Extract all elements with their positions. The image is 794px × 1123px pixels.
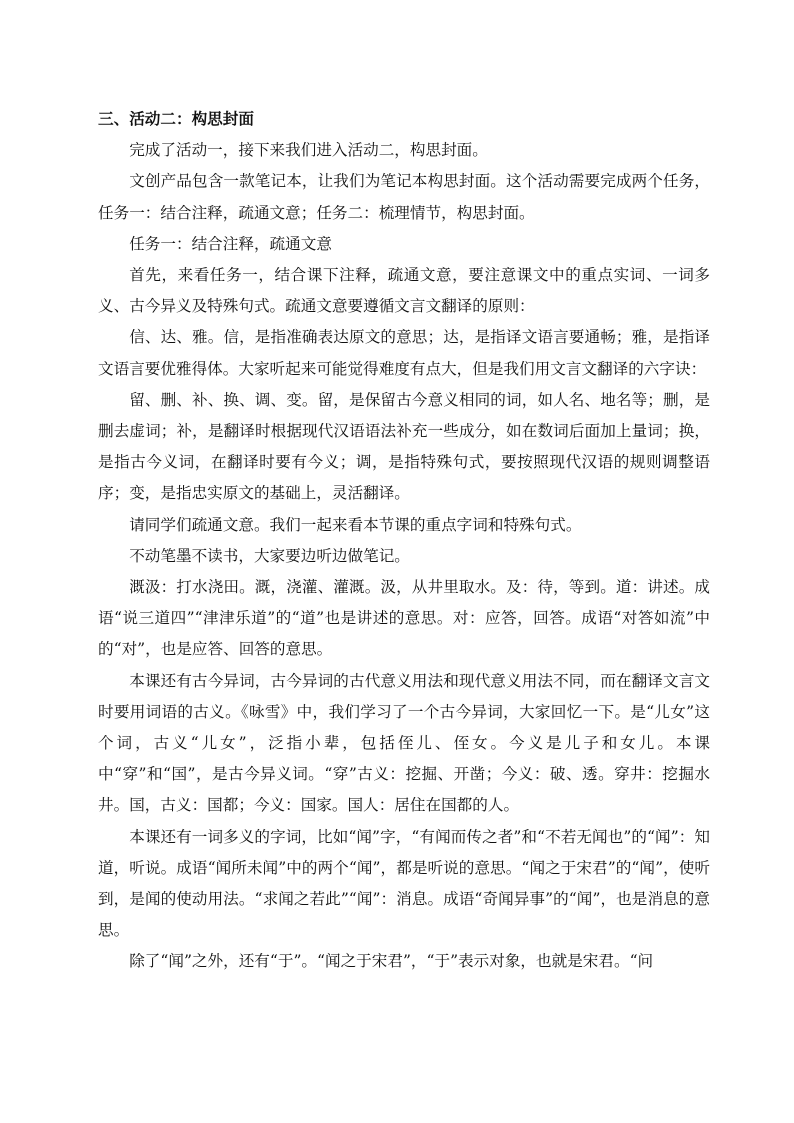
paragraph: 除了“闻”之外，还有“于”。“闻之于宋君”，“于”表示对象，也就是宋君。“问 xyxy=(129,952,654,971)
paragraph: 文创产品包含一款笔记本，让我们为笔记本构思封面。这个活动需要完成两个任务，任务一：结合注释，疏通文意；任务二：梳理情节，构思封面。 xyxy=(98,172,710,222)
paragraph: 信、达、雅。信，是指准确表达原文的意思；达，是指译文语言要通畅；雅，是指译文语言要优雅得体。大家听起来可能觉得难度有点大，但是我们用文言文翻译的六字诀： xyxy=(98,328,710,378)
paragraph: 留、删、补、换、调、变。留，是保留古今意义相同的词，如人名、地名等；删，是删去虚词；补，是翻译时根据现代汉语语法补充一些成分，如在数词后面加上量词；换，是指古今义词，在翻译时要有今义；调，是指特殊句式，要按照现代汉语的规则调整语序；变，是指忠实原文的基础上，灵活翻译。 xyxy=(98,390,710,503)
paragraph: 完成了活动一，接下来我们进入活动二，构思封面。 xyxy=(129,141,488,160)
paragraph: 本课还有一词多义的字词，比如“闻”字，“有闻而传之者”和“不若无闻也”的“闻”：知道，听说。成语“闻所未闻”中的两个“闻”，都是听说的意思。“闻之于宋君”的“闻”，使听到，是闻的使动用法。“求闻之若此”“闻”：消息。成语“奇闻异事”的“闻”，也是消息的意思。 xyxy=(98,827,710,940)
section-heading: 三、活动二：构思封面 xyxy=(98,110,254,128)
paragraph: 请同学们疏通文意。我们一起来看本节课的重点字词和特殊句式。 xyxy=(129,515,582,534)
document-body xyxy=(98,104,710,978)
paragraph: 溉汲：打水浇田。溉，浇灌、灌溉。汲，从井里取水。及：待，等到。道：讲述。成语“说三道四”“津津乐道”的“道”也是讲述的意思。对：应答，回答。成语“对答如流”中的“对”，也是应答、回答的意思。 xyxy=(98,578,710,659)
paragraph: 首先，来看任务一，结合课下注释，疏通文意，要注意课文中的重点实词、一词多义、古今异义及特殊句式。疏通文意要遵循文言文翻译的原则： xyxy=(98,266,710,316)
paragraph: 本课还有古今异词，古今异词的古代意义用法和现代意义用法不同，而在翻译文言文时要用词语的古义。《咏雪》中，我们学习了一个古今异词，大家回忆一下。是“儿女”这个词，古义“儿女”，泛指小辈，包括侄儿、侄女。今义是儿子和女儿。本课中“穿”和“国”，是古今异义词。“穿”古义：挖掘、开凿；今义：破、透。穿井：挖掘水井。国，古义：国都；今义：国家。国人：居住在国都的人。 xyxy=(98,671,710,815)
paragraph: 任务一：结合注释，疏通文意 xyxy=(129,234,332,253)
paragraph: 不动笔墨不读书，大家要边听边做笔记。 xyxy=(129,546,410,565)
